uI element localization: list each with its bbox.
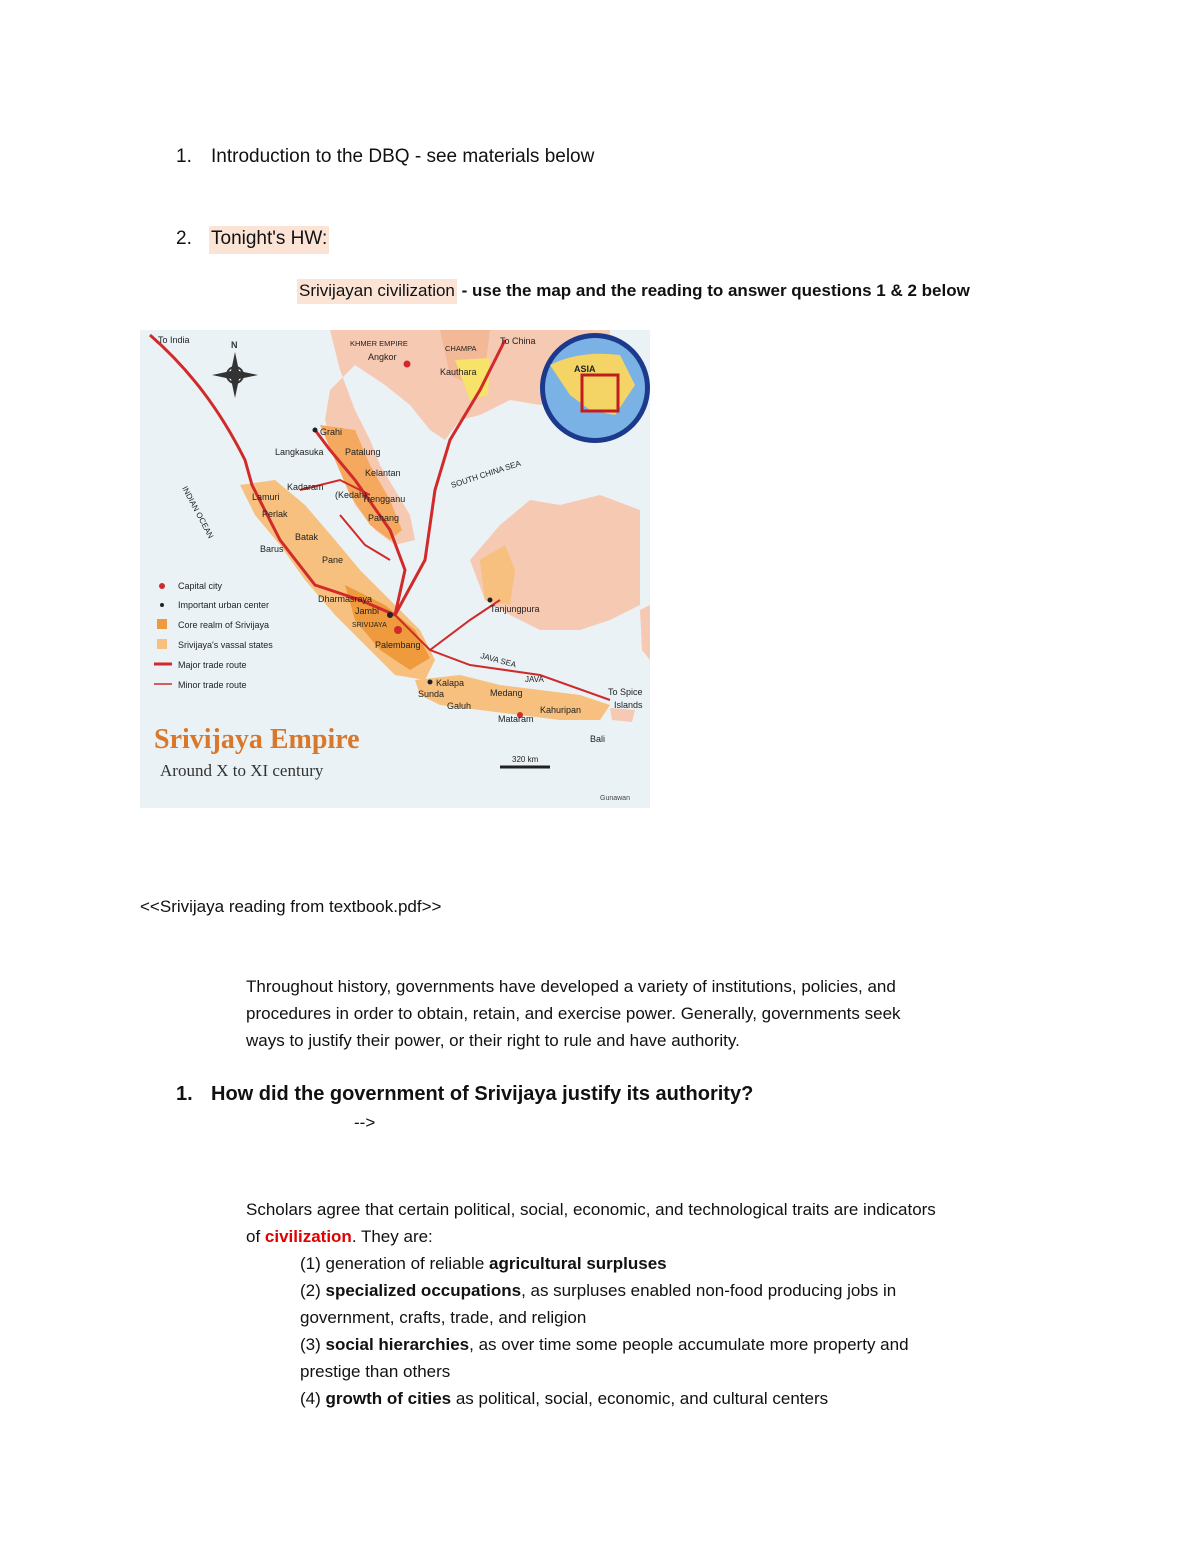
bali-island [610, 708, 635, 722]
hw-topic: Srivijayan civilization [297, 279, 457, 304]
label-kauthara: Kauthara [440, 367, 477, 377]
label-to-china: To China [500, 336, 536, 346]
label-trengganu: Trengganu [362, 494, 406, 504]
legend-major: Major trade route [178, 660, 247, 670]
intro-line-2: procedures in order to obtain, retain, and exercise power. Generally, governments seek [246, 1004, 901, 1023]
label-kahuripan: Kahuripan [540, 705, 582, 715]
label-kelantan: Kelantan [365, 468, 401, 478]
label-lamuri: Lamuri [252, 492, 280, 502]
label-to-spice: To Spice [608, 687, 643, 697]
trait-4-text: as political, social, economic, and cultural centers [451, 1389, 829, 1408]
trait-3 [246, 1331, 936, 1358]
label-pahang: Pahang [368, 513, 400, 523]
label-grahi: Grahi [320, 427, 343, 437]
city-jambi [387, 612, 393, 618]
legend-minor: Minor trade route [178, 680, 247, 690]
label-khmer: KHMER EMPIRE [350, 339, 408, 348]
intro-paragraph [246, 973, 901, 1054]
trait-4-term: growth of cities [325, 1389, 452, 1408]
label-mataram: Mataram [498, 714, 534, 724]
city-grahi [313, 428, 318, 433]
city-tanjungpura [488, 598, 493, 603]
question-1-text: How did the government of Srivijaya justify its authority? [211, 1083, 754, 1105]
trait-2-number: (2) [300, 1281, 326, 1300]
capital-palembang [394, 626, 402, 634]
label-barus: Barus [260, 544, 284, 554]
label-islands: Islands [614, 700, 643, 710]
reading-pdf-link[interactable]: <<Srivijaya reading from textbook.pdf>> [140, 897, 442, 916]
label-java-sea: JAVA SEA [479, 651, 518, 670]
globe-inset [540, 333, 650, 443]
map-subtitle: Around X to XI century [160, 761, 324, 780]
map-title: Srivijaya Empire [154, 724, 360, 755]
item-tonights-hw: Tonight's HW: [209, 226, 329, 254]
label-palembang: Palembang [375, 640, 421, 650]
map-credit: Gunawan [600, 795, 630, 802]
item-introduction: Introduction to the DBQ - see materials below [211, 146, 595, 167]
trait-2-text: , as surpluses enabled non-food producing jobs in [521, 1281, 897, 1300]
label-pane: Pane [322, 555, 344, 565]
label-patalung: Patalung [345, 447, 381, 457]
trait-2-continued: government, crafts, trade, and religion [300, 1308, 587, 1327]
trait-3-number: (3) [300, 1335, 326, 1354]
civilization-term: civilization [264, 1227, 352, 1246]
label-perlak: Perlak [262, 509, 288, 519]
label-tanjungpura: Tanjungpura [490, 604, 540, 614]
label-batak: Batak [295, 532, 319, 542]
hw-line [297, 281, 970, 301]
trait-1-text: (1) generation of reliable [300, 1254, 490, 1273]
legend-vassal: Srivijaya's vassal states [178, 640, 273, 650]
label-jambi: Jambi [355, 606, 380, 616]
legend-vassal-swatch [157, 639, 167, 649]
label-langkasuka: Langkasuka [275, 447, 324, 457]
trait-3-term: social hierarchies [325, 1335, 470, 1354]
trait-1 [246, 1250, 936, 1277]
legend-urban: Important urban center [178, 600, 270, 610]
label-sunda: Sunda [418, 689, 445, 699]
trait-2 [246, 1277, 936, 1304]
trait-3-text: , as over time some people accumulate more property and [469, 1335, 909, 1354]
traits-they-are: . They are: [351, 1227, 433, 1246]
label-champa: CHAMPA [445, 344, 477, 353]
trait-4 [246, 1385, 936, 1412]
legend-core-swatch [157, 619, 167, 629]
compass-n-label: N [231, 340, 238, 350]
hw-instruction: - use the map and the reading to answer questions 1 & 2 below [456, 281, 970, 300]
list-number-1: 1. [176, 146, 192, 167]
trait-2-term: specialized occupations [325, 1281, 522, 1300]
label-bali: Bali [590, 734, 606, 744]
question-1-number: 1. [176, 1083, 193, 1105]
legend-urban-swatch [160, 603, 164, 607]
label-galuh: Galuh [447, 701, 472, 711]
trait-1-term: agricultural surpluses [489, 1254, 667, 1273]
traits-line-2 [246, 1223, 936, 1250]
legend-capital-swatch [159, 583, 165, 589]
legend-core: Core realm of Srivijaya [178, 620, 270, 630]
label-angkor: Angkor [368, 352, 397, 362]
list-number-2: 2. [176, 228, 192, 249]
label-kalapa: Kalapa [436, 678, 465, 688]
label-dharmasraya: Dharmasraya [318, 594, 373, 604]
srivijaya-map-image [140, 330, 650, 808]
traits-line-1: Scholars agree that certain political, social, economic, and technological traits are indicators [246, 1200, 936, 1219]
label-south-china-sea: SOUTH CHINA SEA [449, 458, 522, 490]
intro-line-3: ways to justify their power, or their right to rule and have authority. [246, 1031, 740, 1050]
scale-label: 320 km [512, 755, 539, 764]
label-kadaram: Kadaram [287, 482, 324, 492]
label-to-india: To India [158, 335, 190, 345]
label-medang: Medang [490, 688, 523, 698]
traits-of: of [246, 1227, 265, 1246]
label-srivijaya: SRIVIJAYA [352, 622, 387, 629]
map-svg [140, 330, 650, 808]
label-java: JAVA [525, 675, 544, 684]
answer-arrow[interactable]: --> [354, 1113, 376, 1132]
city-kalapa [428, 680, 433, 685]
trait-4-number: (4) [300, 1389, 326, 1408]
traits-paragraph [246, 1196, 936, 1412]
label-kedah: (Kedah) [335, 490, 368, 500]
label-indian-ocean: INDIAN OCEAN [180, 484, 216, 540]
trait-3-continued: prestige than others [300, 1362, 451, 1381]
label-asia: ASIA [574, 364, 596, 374]
capital-angkor [404, 361, 411, 368]
intro-line-1: Throughout history, governments have developed a variety of institutions, policies, and [246, 977, 896, 996]
legend-capital: Capital city [178, 581, 223, 591]
